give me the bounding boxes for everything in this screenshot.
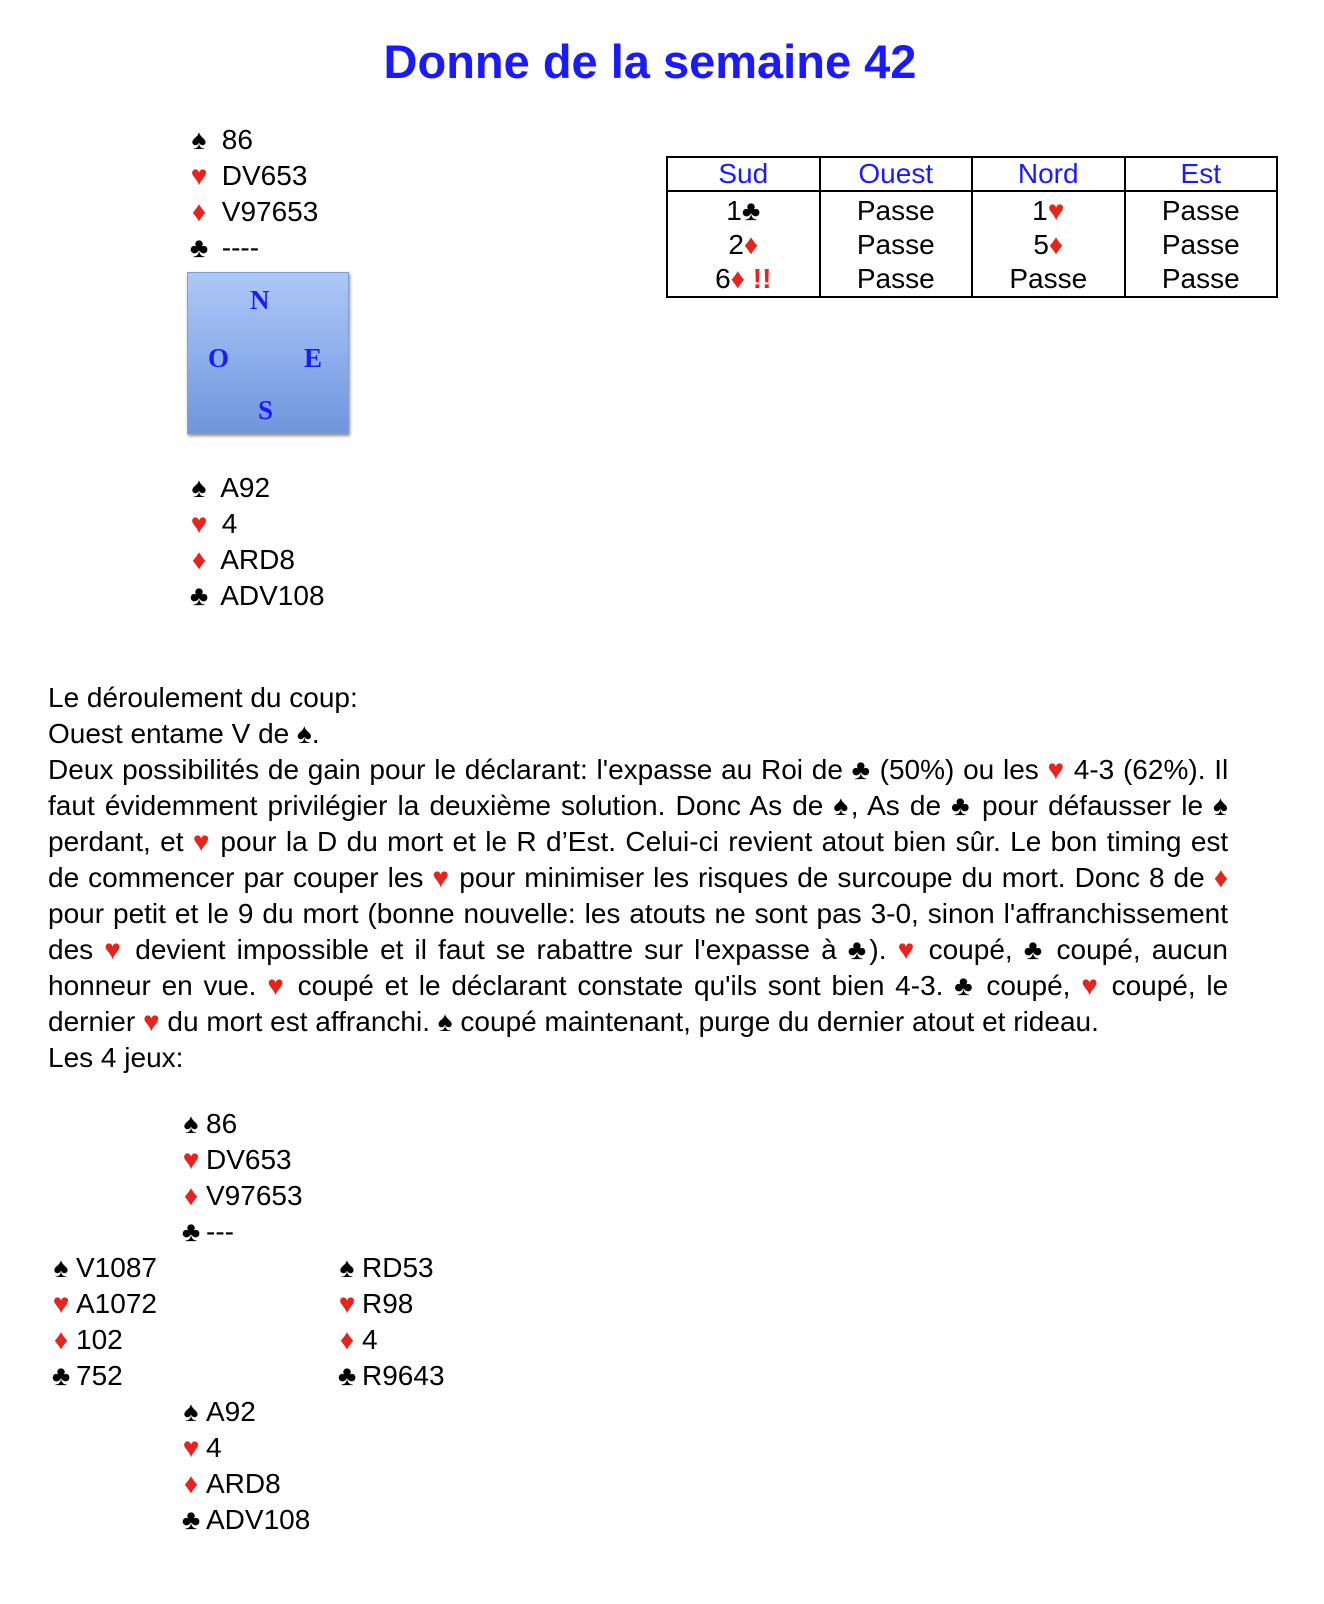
diamond-icon: ♦ <box>191 544 207 575</box>
card-holding: 752 <box>76 1360 123 1391</box>
card-holding: DV653 <box>206 1144 292 1175</box>
diamond-icon: ♦ <box>53 1324 69 1355</box>
bid-cell: Passe <box>820 228 973 262</box>
lead-text-end: . <box>311 718 320 749</box>
opening-lead <box>48 716 1228 752</box>
bid-level: 6 <box>715 263 731 294</box>
heart-icon: ♥ <box>338 1288 356 1319</box>
card-holding: 4 <box>362 1324 378 1355</box>
hand-row <box>176 1502 310 1538</box>
card-holding: A92 <box>220 472 271 503</box>
analysis-text <box>48 680 1228 1076</box>
diamond-icon: ♦ <box>743 229 759 260</box>
heart-icon: ♥ <box>897 934 918 965</box>
club-icon: ♣ <box>189 232 209 263</box>
hand-row <box>176 1466 281 1502</box>
card-holding: ARD8 <box>206 1468 281 1499</box>
card-holding: 4 <box>206 1432 222 1463</box>
bid-cell: Passe <box>820 262 973 297</box>
bid-cell: Passe <box>1125 228 1278 262</box>
bid-cell: Passe <box>820 191 973 228</box>
card-holding: A92 <box>206 1396 256 1427</box>
bidding-row <box>667 262 1277 297</box>
hand-row <box>176 1106 237 1142</box>
card-holding: 86 <box>206 1108 238 1139</box>
bid-cell: Passe <box>1125 262 1278 297</box>
compass-north: N <box>250 285 270 315</box>
card-holding: A1072 <box>76 1288 157 1319</box>
hand-row <box>332 1358 445 1394</box>
heart-icon: ♥ <box>142 1006 160 1037</box>
card-holding: R98 <box>362 1288 414 1319</box>
hand-row <box>176 1394 256 1430</box>
diamond-icon: ♦ <box>1048 229 1064 260</box>
diamond-icon: ♦ <box>1213 862 1228 893</box>
hand-row <box>184 230 259 266</box>
club-icon: ♣ <box>954 970 976 1001</box>
compass-west: O <box>208 343 230 373</box>
diamond-icon: ♦ <box>730 263 745 294</box>
hand-row <box>184 542 295 578</box>
bid-cell <box>972 191 1125 228</box>
analysis-heading: Le déroulement du coup: <box>48 682 358 713</box>
bid-level: 1 <box>726 195 742 226</box>
club-icon: ♣ <box>847 934 870 965</box>
hand-row <box>184 122 253 158</box>
hand-row <box>184 158 307 194</box>
club-icon: ♣ <box>181 1504 201 1535</box>
hand-row <box>176 1142 292 1178</box>
hand-row <box>46 1250 157 1286</box>
bid-level: 1 <box>1032 195 1048 226</box>
heart-icon: ♥ <box>1081 970 1101 1001</box>
header-nord: Nord <box>972 157 1125 191</box>
analysis-paragraph: Deux possibilités de gain pour le déclarant: l'expasse au Roi de ♣ (50%) ou les ♥ 4-3 (62%). Il faut évidemment privilégier la deuxième solution. Donc As de ♠, As de ♣ pour défausser le ♠ perdant, et ♥ pour la D du mort et le R d’Est. Celui-ci revient atout bien sûr. Le bon timing est de commencer par couper les ♥ pour minimiser les risques de surcoupe du mort. Donc 8 de ♦ pour petit et le 9 du mort (bonne nouvelle: les atouts ne sont pas 3-0, sinon l'affranchissement des ♥ devient impossible et il faut se rabattre sur l'expasse à ♣). ♥ coupé, ♣ coupé, aucun honneur en vue. ♥ coupé et le déclarant constate qu'ils sont bien 4-3. ♣ coupé, ♥ coupé, le dernier ♥ du mort est affranchi. ♠ coupé maintenant, purge du dernier atout et rideau. <box>48 754 1229 1037</box>
club-icon: ♣ <box>1023 934 1046 965</box>
spade-icon: ♠ <box>339 1252 355 1283</box>
heart-icon: ♥ <box>182 1432 200 1463</box>
header-ouest: Ouest <box>820 157 973 191</box>
card-holding: 86 <box>221 124 253 155</box>
diamond-icon: ♦ <box>183 1468 199 1499</box>
compass-east: E <box>304 343 323 373</box>
hand-row <box>332 1250 434 1286</box>
club-icon: ♣ <box>741 195 761 226</box>
heart-icon: ♥ <box>104 934 125 965</box>
card-holding: R9643 <box>362 1360 445 1391</box>
diamond-icon: ♦ <box>339 1324 355 1355</box>
heart-icon: ♥ <box>182 1144 200 1175</box>
bid-cell <box>667 262 820 297</box>
hand-row <box>184 194 318 230</box>
club-icon: ♣ <box>51 1360 71 1391</box>
card-holding: V1087 <box>76 1252 157 1283</box>
club-icon: ♣ <box>951 790 972 821</box>
bid-cell: Passe <box>972 262 1125 297</box>
heart-icon: ♥ <box>190 508 208 539</box>
header-est: Est <box>1125 157 1278 191</box>
bid-cell: Passe <box>1125 191 1278 228</box>
club-icon: ♣ <box>189 580 209 611</box>
club-icon: ♣ <box>181 1216 201 1247</box>
hand-row <box>176 1430 222 1466</box>
heart-icon: ♥ <box>52 1288 70 1319</box>
spade-icon: ♠ <box>833 790 851 821</box>
hand-row <box>46 1358 123 1394</box>
hand-row <box>46 1286 157 1322</box>
club-icon: ♣ <box>337 1360 357 1391</box>
diamond-icon: ♦ <box>183 1180 199 1211</box>
spade-icon: ♠ <box>53 1252 69 1283</box>
card-holding: 102 <box>76 1324 123 1355</box>
bid-cell <box>667 191 820 228</box>
hand-row <box>184 578 325 614</box>
hand-row <box>176 1214 234 1250</box>
hand-row <box>184 506 237 542</box>
bidding-header-row <box>667 157 1277 191</box>
diamond-icon: ♦ <box>191 196 207 227</box>
card-holding: ---- <box>221 232 260 263</box>
bidding-row <box>667 191 1277 228</box>
heart-icon: ♥ <box>1047 195 1065 226</box>
spade-icon: ♠ <box>191 472 207 503</box>
bidding-row <box>667 228 1277 262</box>
card-holding: --- <box>206 1216 234 1247</box>
heart-icon: ♥ <box>267 970 287 1001</box>
bid-level: 5 <box>1033 229 1049 260</box>
bidding-table <box>666 156 1278 298</box>
page-title: Donne de la semaine 42 <box>383 35 917 88</box>
club-icon: ♣ <box>851 754 871 785</box>
lead-text: Ouest entame V de <box>48 718 298 749</box>
heart-icon: ♥ <box>192 826 212 857</box>
four-hands-heading: Les 4 jeux: <box>48 1042 184 1073</box>
compass-box <box>187 272 349 434</box>
card-holding: V97653 <box>206 1180 303 1211</box>
spade-icon: ♠ <box>191 124 207 155</box>
header-sud: Sud <box>667 157 820 191</box>
card-holding: ADV108 <box>220 580 325 611</box>
heart-icon: ♥ <box>190 160 208 191</box>
card-holding: 4 <box>221 508 238 539</box>
exclamation-mark: !! <box>752 263 772 294</box>
spade-icon: ♠ <box>437 1006 453 1037</box>
card-holding: ADV108 <box>206 1504 311 1535</box>
bid-cell <box>667 228 820 262</box>
spade-icon: ♠ <box>183 1396 199 1427</box>
compass-south: S <box>258 395 274 425</box>
spade-icon: ♠ <box>297 718 312 749</box>
card-holding: DV653 <box>221 160 308 191</box>
heart-icon: ♥ <box>432 862 451 893</box>
bid-level: 2 <box>728 229 744 260</box>
hand-row <box>46 1322 123 1358</box>
bid-cell <box>972 228 1125 262</box>
card-holding: V97653 <box>221 196 319 227</box>
spade-icon: ♠ <box>183 1108 199 1139</box>
spade-icon: ♠ <box>1213 790 1229 821</box>
hand-row <box>184 470 270 506</box>
card-holding: ARD8 <box>220 544 295 575</box>
heart-icon: ♥ <box>1047 754 1066 785</box>
card-holding: RD53 <box>362 1252 434 1283</box>
hand-row <box>176 1178 303 1214</box>
hand-row <box>332 1322 378 1358</box>
hand-row <box>332 1286 413 1322</box>
